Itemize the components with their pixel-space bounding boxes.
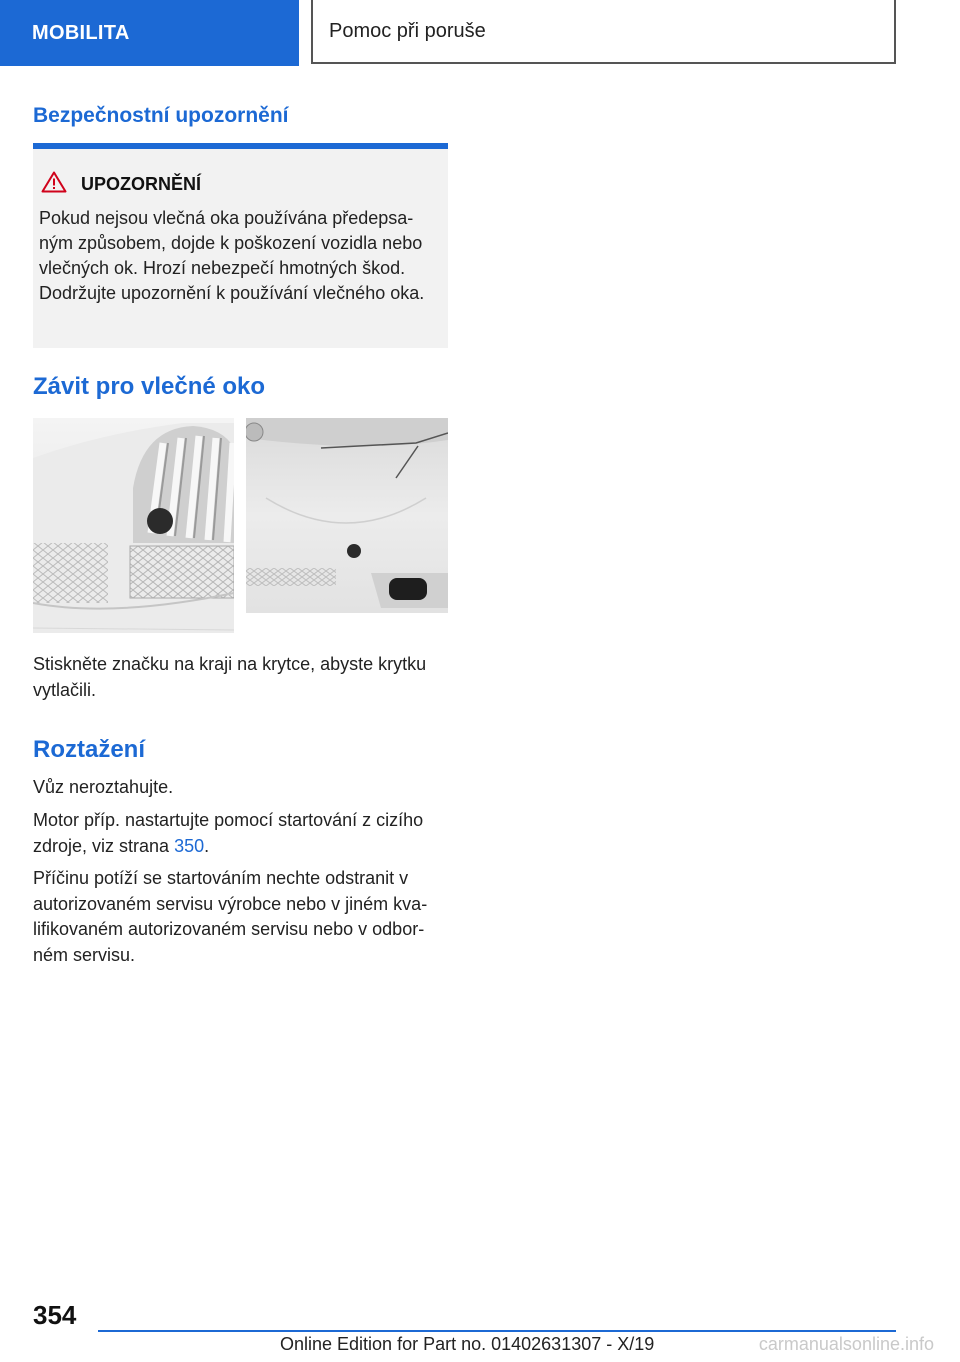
- chapter-header: [311, 0, 896, 64]
- warning-box: [33, 143, 448, 348]
- warning-text: Pokud nejsou vlečná oka používána předepsaným způsobem, dojde k poškození vozidla nebo vlečných ok. Hrozí nebezpečí hmotných škod. Dodržujte upozornění k používání vlečného oka.: [39, 208, 425, 303]
- thread-heading: Závit pro vlečné oko: [33, 373, 266, 400]
- page-link-350[interactable]: 350: [174, 835, 205, 856]
- jump-paragraph-2: [33, 808, 451, 859]
- section-tab: [0, 0, 299, 66]
- section-title: MOBILITA: [32, 21, 130, 44]
- page-number: 354: [33, 1300, 77, 1330]
- jump-paragraph-2-text: Motor příp. nastartujte pomocí startování z cizího zdroje, viz strana: [33, 810, 424, 856]
- jump-paragraph-2-end: .: [204, 835, 210, 856]
- jump-paragraph-3: Příčinu potíží se startováním nechte odstranit v autorizovaném servisu výrobce nebo v jiném kvalifikovaném autorizovaném servisu nebo v odborném servisu.: [33, 868, 428, 965]
- safety-heading: Bezpečnostní upozornění: [33, 104, 289, 127]
- watermark: carmanualsonline.info: [758, 1334, 934, 1354]
- warning-header: [41, 171, 440, 198]
- front-bumper-image: [33, 418, 234, 633]
- thread-instruction: Stiskněte značku na kraji na krytce, abyste krytku vytlačili.: [33, 654, 427, 700]
- rear-bumper-image: [246, 418, 448, 613]
- edition-info: Online Edition for Part no. 01402631307 - X/19: [280, 1334, 655, 1354]
- jump-heading: Roztažení: [33, 736, 146, 763]
- jump-paragraph-1: Vůz neroztahujte.: [33, 777, 174, 797]
- footer-divider: [98, 1330, 896, 1332]
- warning-triangle-icon: [41, 171, 67, 198]
- chapter-title: Pomoc při poruše: [329, 19, 486, 42]
- warning-label: UPOZORNĚNÍ: [81, 174, 202, 194]
